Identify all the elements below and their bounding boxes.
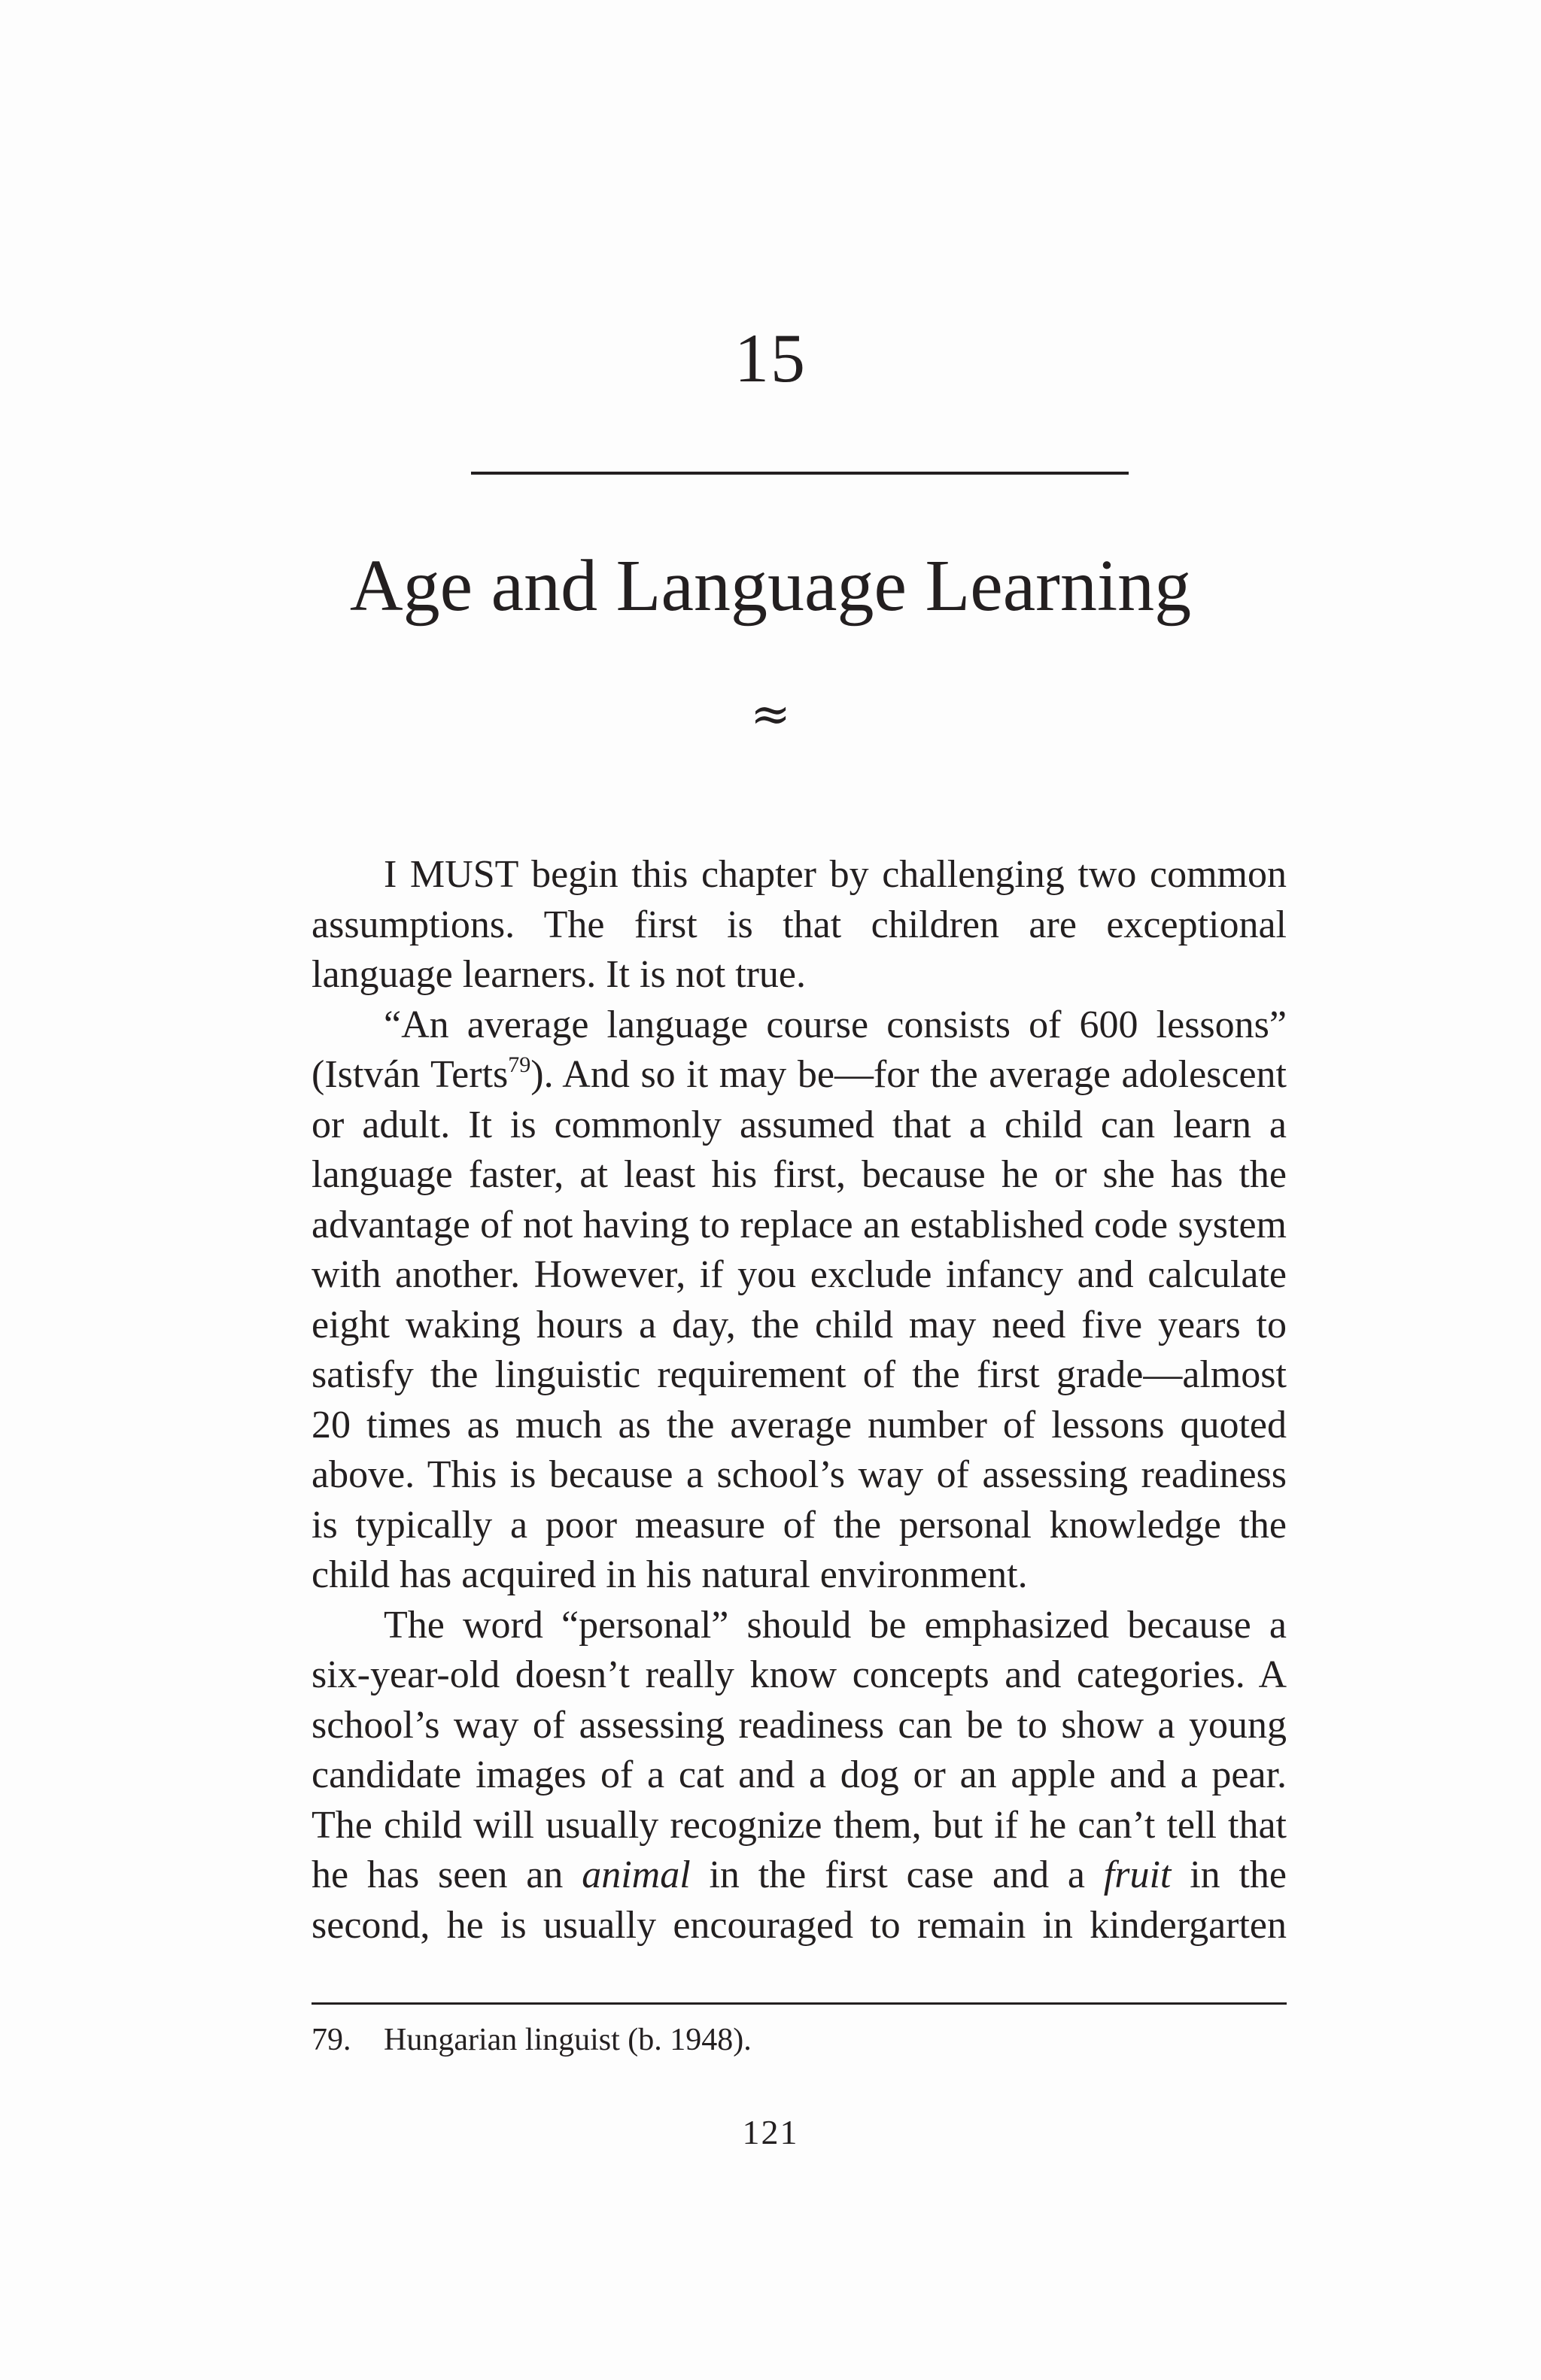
paragraph-3-text-a: The word “personal” should be emphasized because a six-year-old doesn’t really know concepts and categories. A school’s way of assessing readiness can be to show a young candidate images of a cat and a dog or an apple and a pear. The child will usually recognize them, but if he can’t tell that he has seen an (312, 1603, 1287, 1896)
emphasis-animal: animal (582, 1853, 691, 1896)
paragraph-2-text-a: “An average language course consists of 600 lessons” (István Terts (312, 1003, 1287, 1096)
footnote-reference[interactable]: 79 (508, 1052, 531, 1077)
chapter-divider-rule (471, 472, 1129, 475)
footnote-text: Hungarian linguist (b. 1948). (384, 2023, 752, 2057)
page-number: 121 (742, 2113, 799, 2151)
paragraph-1 (312, 850, 1287, 1000)
paragraph-3-text-c: in the second, he is usually encouraged to remain in kindergarten (312, 1853, 1287, 1947)
emphasis-fruit: fruit (1103, 1853, 1172, 1896)
paragraph-3-text-b: in the first case and a (690, 1853, 1104, 1896)
paragraph-1-text: I MUST begin this chapter by challenging two common assumptions. The first is that children are exceptional language learners. It is not true. (312, 853, 1287, 996)
paragraph-2-text-b: ). And so it may be—for the average adolescent or adult. It is commonly assumed that a child can learn a language faster, at least his first, because he or she has the advantage of not having to replace an established code system with another. However, if you exclude infancy and calculate eight waking hours a day, the child may need five years to satisfy the linguistic requirement of the first grade—almost 20 times as much as the average number of lessons quoted above. This is because a school’s way of assessing readiness is typically a poor measure of the personal knowledge the child has acquired in his natural environment. (312, 1053, 1287, 1596)
chapter-number: 15 (734, 320, 807, 396)
paragraph-2 (312, 1000, 1287, 1601)
footnote-number: 79. (312, 2023, 351, 2057)
approx-ornament-icon: ≈ (750, 687, 791, 742)
chapter-body (312, 850, 1287, 1950)
footnote (312, 2019, 1287, 2061)
paragraph-3 (312, 1601, 1287, 1951)
footnote-divider-rule (312, 2002, 1287, 2005)
chapter-title: Age and Language Learning (349, 545, 1192, 627)
